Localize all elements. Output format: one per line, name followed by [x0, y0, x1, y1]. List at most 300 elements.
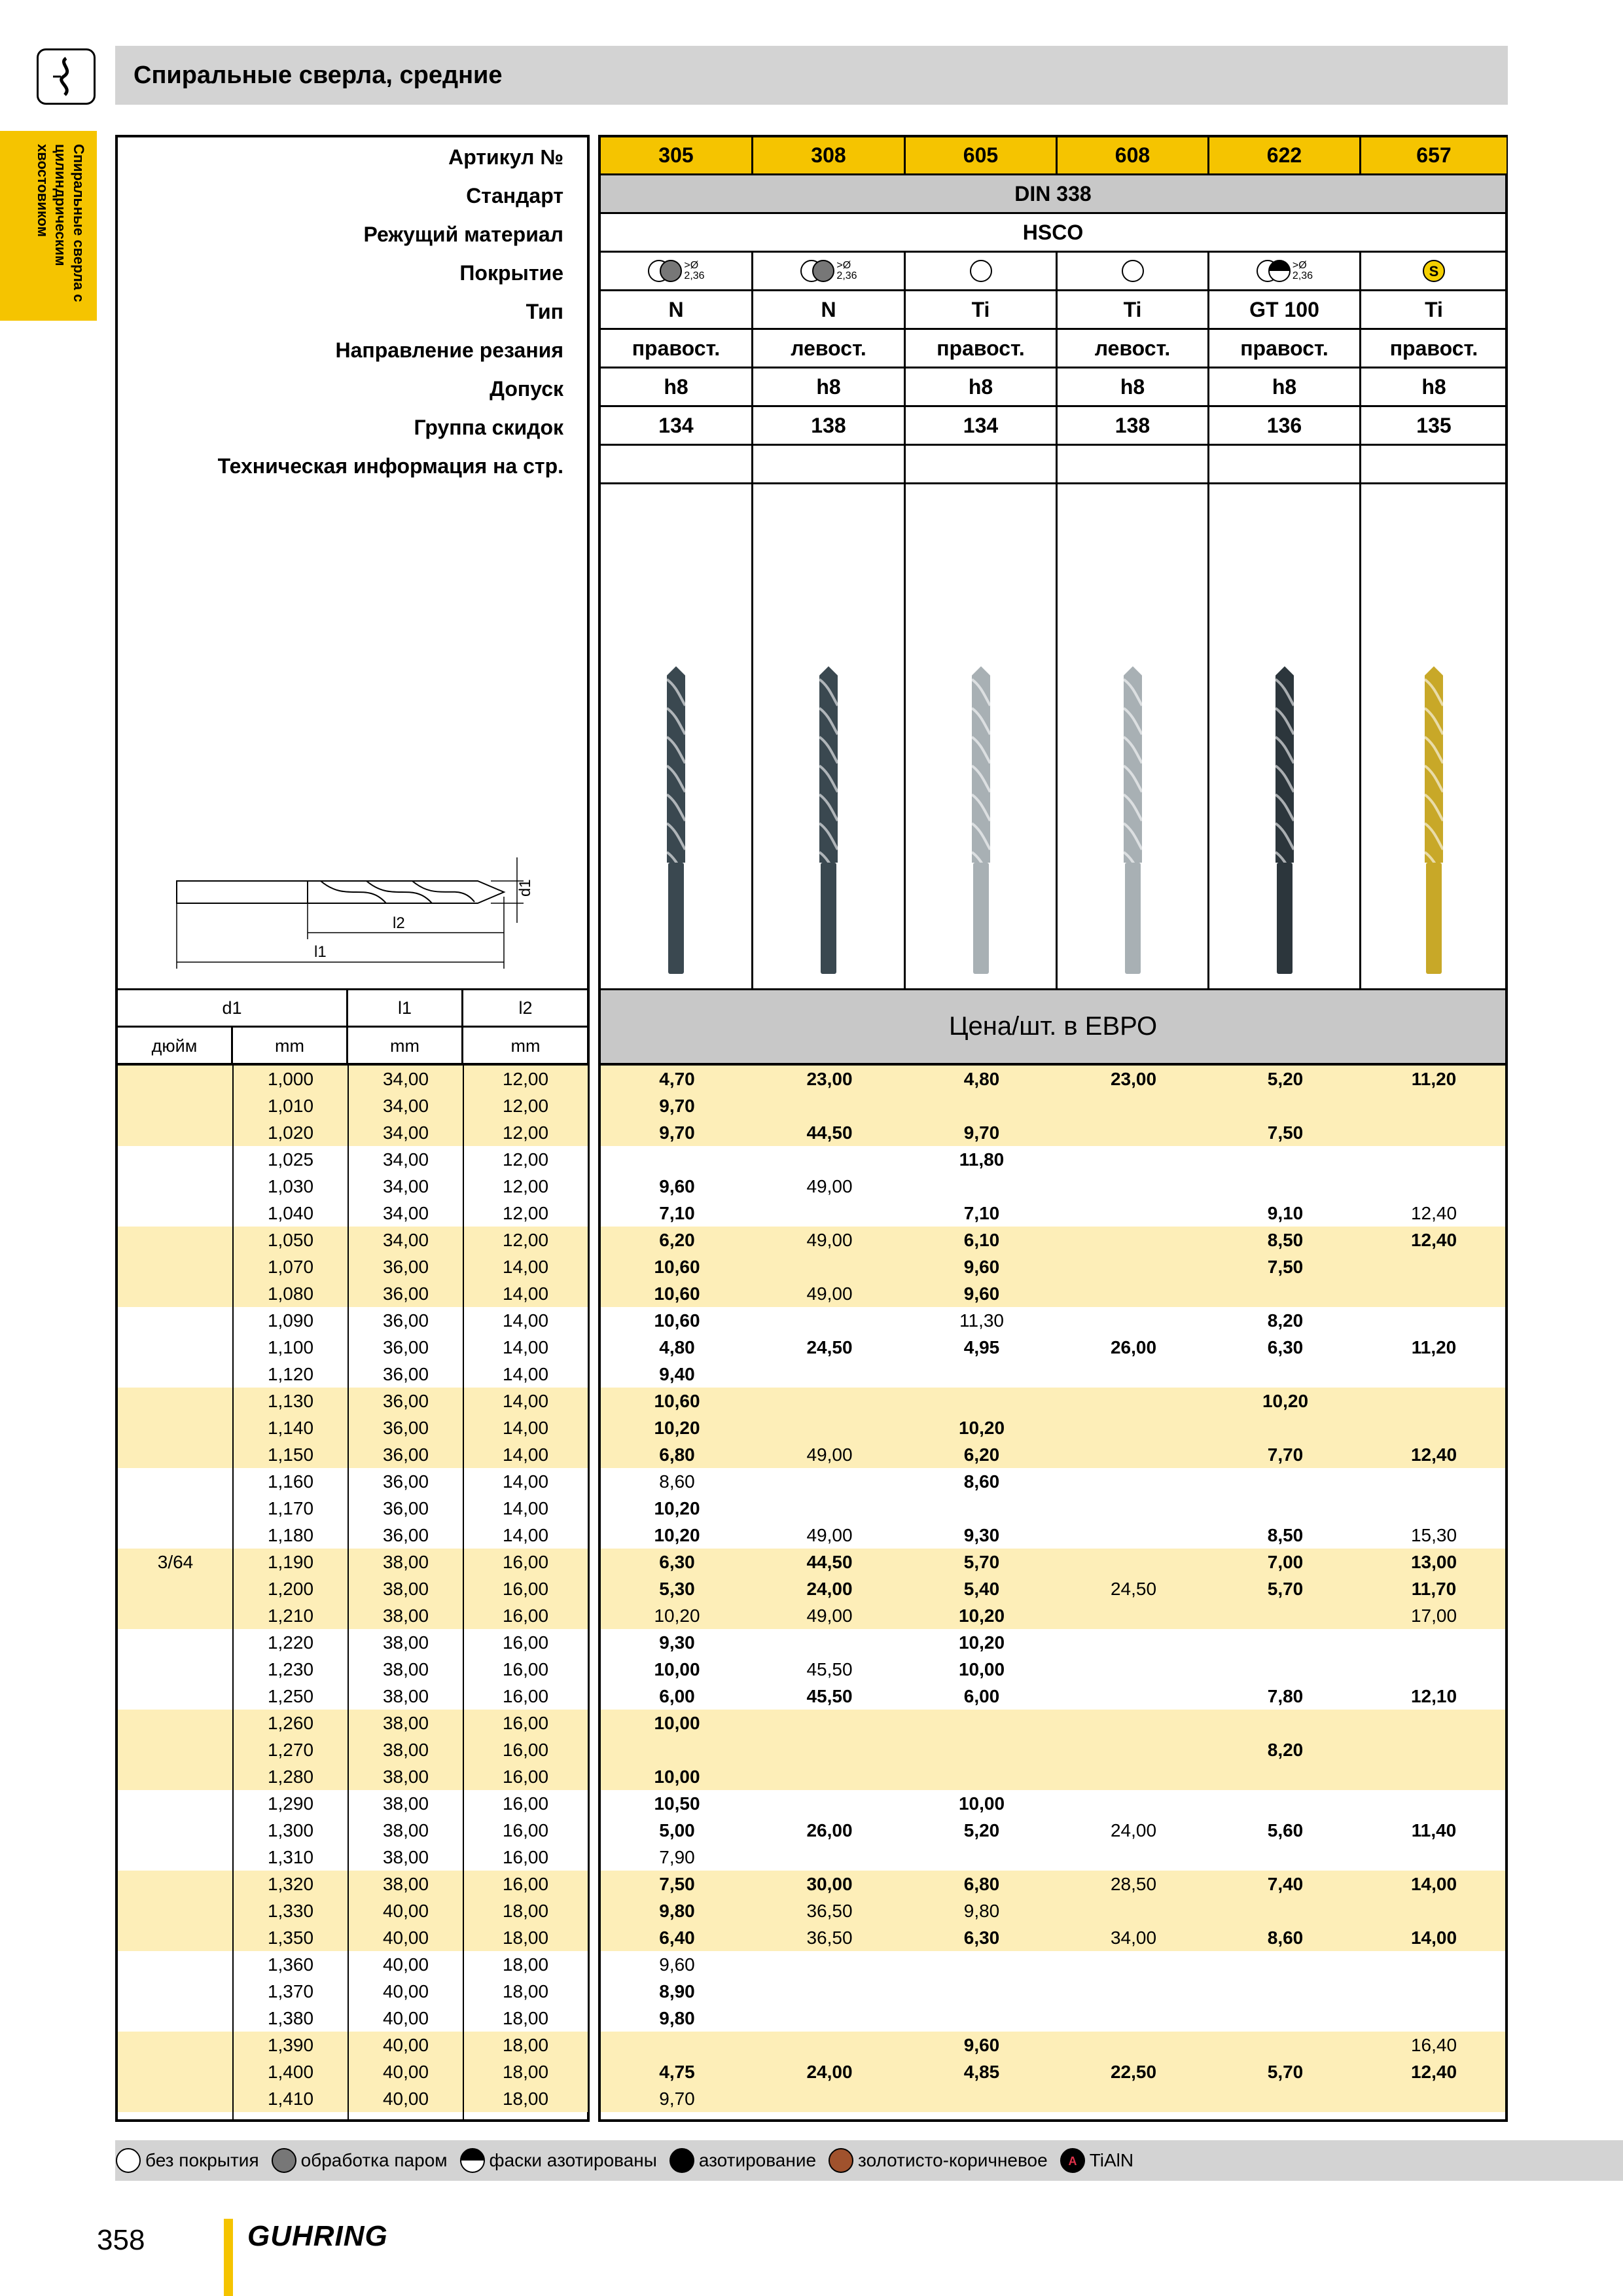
price-cell: 9,70 — [659, 1096, 695, 1116]
cell-d: 1,410 — [233, 2085, 348, 2112]
label-type: Тип — [526, 300, 563, 323]
cell-l2: 14,00 — [463, 1334, 588, 1361]
price-cell — [753, 1495, 906, 1522]
price-cell — [1361, 1253, 1507, 1280]
price-cell — [1209, 1173, 1361, 1200]
price-cell: 14,00 — [1410, 1928, 1457, 1948]
price-cell — [1361, 1763, 1507, 1790]
cell-l1: 36,00 — [348, 1522, 463, 1549]
coating-threshold-value: 2,36 — [684, 270, 705, 281]
cell-inch — [118, 2032, 233, 2058]
price-cell — [1209, 1414, 1361, 1441]
article-number-5: 657 — [1361, 137, 1507, 175]
table-row — [118, 1495, 587, 1522]
cell-inch — [118, 1924, 233, 1951]
cell-d: 1,250 — [233, 1683, 348, 1710]
coating-threshold — [836, 260, 857, 281]
cell-l2: 12,00 — [463, 1200, 588, 1227]
article-number-4: 622 — [1209, 137, 1361, 175]
price-cell — [1058, 1736, 1209, 1763]
table-row — [601, 1495, 1505, 1522]
table-row — [118, 1710, 587, 1736]
coating-symbol — [800, 259, 857, 283]
price-cell: 12,40 — [1410, 1444, 1457, 1465]
price-cell: 7,10 — [659, 1203, 695, 1223]
cell-d: 1,020 — [233, 1119, 348, 1146]
price-cell: 8,60 — [1267, 1928, 1304, 1948]
cell-l2: 16,00 — [463, 1710, 588, 1736]
price-cell — [753, 1763, 906, 1790]
drill-image-4 — [1209, 484, 1361, 988]
cell-d: 1,300 — [233, 1817, 348, 1844]
cell-l2: 14,00 — [463, 1441, 588, 1468]
table-row — [118, 1388, 587, 1414]
cell-inch — [118, 1468, 233, 1495]
nitrided-chamfer-icon — [459, 2147, 486, 2174]
price-cell — [753, 1388, 906, 1414]
price-cell — [1209, 1897, 1361, 1924]
nitrided-icon — [669, 2147, 695, 2174]
price-cell: 6,20 — [963, 1444, 1000, 1465]
cell-d: 1,310 — [233, 1844, 348, 1871]
table-row — [118, 1361, 587, 1388]
price-cell: 12,40 — [1410, 1203, 1457, 1223]
article-number-0: 305 — [601, 137, 753, 175]
cell-d: 1,025 — [233, 1146, 348, 1173]
legend-item — [1060, 2147, 1133, 2174]
drill-dimension-diagram — [170, 844, 537, 975]
cell-d: 1,280 — [233, 1763, 348, 1790]
cell-l1: 40,00 — [348, 2005, 463, 2032]
price-cell: 8,90 — [659, 1981, 695, 2001]
table-row — [601, 1710, 1505, 1736]
table-row — [601, 1307, 1505, 1334]
price-cell: 11,40 — [1411, 1820, 1457, 1840]
price-cell: 10,00 — [654, 1767, 700, 1787]
cell-inch — [118, 1978, 233, 2005]
cell-l1: 38,00 — [348, 1790, 463, 1817]
table-row — [601, 1200, 1505, 1227]
price-cell: 9,60 — [963, 1257, 1000, 1277]
column-divider — [348, 1066, 349, 2119]
table-row — [601, 1092, 1505, 1119]
price-cell — [1361, 2085, 1507, 2112]
cell-inch — [118, 1388, 233, 1414]
cell-d: 1,330 — [233, 1897, 348, 1924]
table-row — [118, 1736, 587, 1763]
price-cell: 9,80 — [963, 1901, 1000, 1921]
cell-l1: 36,00 — [348, 1253, 463, 1280]
price-cell: 10,20 — [958, 1632, 1005, 1653]
discount-3: 138 — [1058, 407, 1209, 446]
standard-value — [601, 175, 1505, 214]
price-cell: 5,40 — [963, 1579, 1000, 1599]
cell-inch — [118, 1951, 233, 1978]
price-cell — [1058, 1253, 1209, 1280]
price-cell: 11,20 — [1411, 1337, 1457, 1357]
cell-l2: 16,00 — [463, 1871, 588, 1897]
coating-threshold — [684, 260, 704, 281]
table-row — [118, 1307, 587, 1334]
brand-logo: GUHRING — [247, 2220, 388, 2252]
price-cell — [906, 1388, 1058, 1414]
table-row — [601, 1119, 1505, 1146]
price-cell — [1209, 1951, 1361, 1978]
cell-l1: 38,00 — [348, 1710, 463, 1736]
price-cell: 10,20 — [958, 1418, 1005, 1438]
steam-treated-icon — [271, 2147, 297, 2174]
cell-inch — [118, 1361, 233, 1388]
legend-label: золотисто-коричневое — [858, 2150, 1048, 2170]
price-cell: 23,00 — [1110, 1069, 1157, 1089]
page-number: 358 — [97, 2224, 145, 2256]
price-cell — [1058, 1683, 1209, 1710]
drill-image-3 — [1058, 484, 1209, 988]
cell-inch — [118, 1575, 233, 1602]
cell-inch — [118, 1871, 233, 1897]
price-cell — [1361, 1173, 1507, 1200]
cell-d: 1,290 — [233, 1790, 348, 1817]
price-cell: 9,30 — [963, 1525, 1000, 1545]
coating-symbol — [647, 259, 704, 283]
cell-l1: 40,00 — [348, 2032, 463, 2058]
cell-inch — [118, 1066, 233, 1092]
price-cell — [753, 1361, 906, 1388]
price-cell: 5,60 — [1267, 1820, 1304, 1840]
cell-l2: 14,00 — [463, 1522, 588, 1549]
cell-l1: 38,00 — [348, 1763, 463, 1790]
cell-l1: 36,00 — [348, 1334, 463, 1361]
cell-inch — [118, 1334, 233, 1361]
cell-d: 1,400 — [233, 2058, 348, 2085]
price-cell — [753, 1468, 906, 1495]
cell-d: 1,010 — [233, 1092, 348, 1119]
price-cell — [1209, 1763, 1361, 1790]
price-cell — [753, 1146, 906, 1173]
price-cell: 5,70 — [963, 1552, 1000, 1572]
price-cell — [1058, 1119, 1209, 1146]
coating-cell-4 — [1209, 253, 1361, 291]
price-cell: 26,00 — [1110, 1337, 1157, 1357]
cell-l2: 14,00 — [463, 1253, 588, 1280]
price-cell: 12,40 — [1410, 2062, 1457, 2082]
table-row — [118, 1227, 587, 1253]
price-cell — [1209, 1361, 1361, 1388]
discount-5: 135 — [1361, 407, 1507, 446]
cell-l2: 16,00 — [463, 1790, 588, 1817]
table-row — [118, 1334, 587, 1361]
price-cell — [1209, 1844, 1361, 1871]
coating-threshold-sign: >Ø — [684, 260, 699, 271]
price-cell — [1058, 2085, 1209, 2112]
cell-l1: 38,00 — [348, 1602, 463, 1629]
table-row — [601, 2085, 1505, 2112]
price-cell — [1058, 1361, 1209, 1388]
price-cell — [1058, 1227, 1209, 1253]
table-row — [601, 1683, 1505, 1710]
price-cell: 10,60 — [654, 1283, 700, 1304]
cell-inch — [118, 2085, 233, 2112]
table-row — [118, 1683, 587, 1710]
techinfo-0 — [601, 446, 753, 484]
price-cell: 5,70 — [1267, 1579, 1304, 1599]
tolerance-5: h8 — [1361, 368, 1507, 407]
direction-1: левост. — [753, 330, 906, 368]
twist-drill-icon — [968, 666, 994, 974]
price-cell — [601, 1736, 753, 1763]
table-row — [118, 1253, 587, 1280]
price-cell — [1361, 2005, 1507, 2032]
section-tab[interactable] — [0, 131, 97, 321]
price-cell: 9,70 — [659, 2089, 695, 2109]
header-l2-mm: mm — [510, 1036, 541, 1056]
table-row — [601, 1924, 1505, 1951]
cell-l1: 36,00 — [348, 1280, 463, 1307]
price-cell: 4,80 — [963, 1069, 1000, 1089]
cell-l2: 16,00 — [463, 1736, 588, 1763]
cell-inch — [118, 1683, 233, 1710]
diagram-l1: l1 — [314, 943, 327, 961]
direction-5: правост. — [1361, 330, 1507, 368]
tialn-icon — [1060, 2147, 1086, 2174]
price-cell: 9,60 — [659, 1954, 695, 1975]
cell-l1: 38,00 — [348, 1629, 463, 1656]
price-cell — [906, 2085, 1058, 2112]
price-cell: 49,00 — [806, 1283, 853, 1304]
cell-inch — [118, 1441, 233, 1468]
steam-treated-icon — [659, 259, 683, 283]
price-cell: 7,90 — [659, 1847, 695, 1867]
price-cell — [1209, 1146, 1361, 1173]
price-cell: 11,70 — [1411, 1579, 1457, 1599]
cell-l1: 36,00 — [348, 1441, 463, 1468]
price-cell: 4,70 — [659, 1069, 695, 1089]
cell-d: 1,320 — [233, 1871, 348, 1897]
price-cell — [1058, 1710, 1209, 1736]
label-material: Режущий материал — [363, 223, 563, 246]
cell-l1: 38,00 — [348, 1656, 463, 1683]
twist-drill-icon — [1120, 666, 1146, 974]
price-cell: 10,20 — [958, 1605, 1005, 1626]
price-cell — [1361, 1468, 1507, 1495]
table-row — [118, 1092, 587, 1119]
table-row — [601, 1280, 1505, 1307]
cell-l1: 38,00 — [348, 1683, 463, 1710]
price-cell — [1058, 1629, 1209, 1656]
price-cell: 8,50 — [1267, 1525, 1304, 1545]
diagram-l2: l2 — [393, 914, 405, 932]
cell-inch — [118, 1307, 233, 1334]
table-row — [601, 1066, 1505, 1092]
price-cell: 24,50 — [806, 1337, 853, 1357]
price-cell — [753, 2032, 906, 2058]
type-4: GT 100 — [1209, 291, 1361, 330]
cell-l1: 34,00 — [348, 1200, 463, 1227]
cell-l1: 40,00 — [348, 1897, 463, 1924]
uncoated-icon — [969, 259, 993, 283]
price-cell: 9,80 — [659, 1901, 695, 1921]
price-cell — [1058, 1200, 1209, 1227]
column-divider — [463, 1066, 464, 2119]
cell-l1: 34,00 — [348, 1173, 463, 1200]
page-title-text: Спиральные сверла, средние — [134, 61, 503, 89]
table-row — [601, 1736, 1505, 1763]
price-cell — [1361, 1736, 1507, 1763]
price-cell — [1361, 1951, 1507, 1978]
drill-image-0 — [601, 484, 753, 988]
table-row — [601, 2032, 1505, 2058]
table-row — [118, 1119, 587, 1146]
cell-l2: 16,00 — [463, 1549, 588, 1575]
cell-l2: 18,00 — [463, 1924, 588, 1951]
cell-l1: 36,00 — [348, 1495, 463, 1522]
cell-inch — [118, 1817, 233, 1844]
twist-drill-icon — [815, 666, 842, 974]
type-2: Ti — [906, 291, 1058, 330]
price-cell — [1058, 1951, 1209, 1978]
cell-inch — [118, 1495, 233, 1522]
price-cell — [1058, 1522, 1209, 1549]
cell-d: 1,120 — [233, 1361, 348, 1388]
table-row — [118, 1817, 587, 1844]
cell-l2: 14,00 — [463, 1361, 588, 1388]
price-cell — [1058, 1468, 1209, 1495]
price-cell — [1361, 1119, 1507, 1146]
cell-l1: 38,00 — [348, 1549, 463, 1575]
table-row — [601, 1146, 1505, 1173]
price-cell: 5,30 — [659, 1579, 695, 1599]
price-cell — [1058, 1441, 1209, 1468]
cell-inch — [118, 1602, 233, 1629]
price-cell: 7,00 — [1267, 1552, 1304, 1572]
price-cell — [906, 1951, 1058, 1978]
table-row — [601, 1441, 1505, 1468]
price-cell: 9,60 — [963, 2035, 1000, 2055]
price-cell: 9,70 — [659, 1122, 695, 1143]
price-cell — [1058, 1495, 1209, 1522]
cell-inch — [118, 1173, 233, 1200]
price-cell: 6,30 — [1267, 1337, 1304, 1357]
table-row — [601, 1656, 1505, 1683]
price-cell: 6,20 — [659, 1230, 695, 1250]
discount-2: 134 — [906, 407, 1058, 446]
price-cell: 8,50 — [1267, 1230, 1304, 1250]
steam-treated-icon — [812, 259, 835, 283]
price-table — [598, 1066, 1508, 2122]
legend-label: азотирование — [698, 2150, 817, 2170]
price-cell — [753, 1844, 906, 1871]
cell-inch — [118, 2005, 233, 2032]
price-cell — [1209, 1468, 1361, 1495]
cell-l1: 40,00 — [348, 2058, 463, 2085]
cell-d: 1,270 — [233, 1736, 348, 1763]
standard-text: DIN 338 — [1014, 181, 1092, 206]
cell-l2: 16,00 — [463, 1844, 588, 1871]
price-cell: 23,00 — [806, 1069, 853, 1089]
price-cell: 4,95 — [963, 1337, 1000, 1357]
price-header-text: Цена/шт. в ЕВРО — [948, 1012, 1158, 1041]
price-cell: 9,80 — [659, 2008, 695, 2028]
nitrided-chamfer-icon — [1268, 259, 1291, 283]
direction-0: правост. — [601, 330, 753, 368]
price-cell: 9,70 — [963, 1122, 1000, 1143]
table-row — [118, 2032, 587, 2058]
cell-d: 1,210 — [233, 1602, 348, 1629]
cell-inch — [118, 1656, 233, 1683]
legend-item — [828, 2147, 1048, 2174]
legend-label: обработка паром — [300, 2150, 448, 2170]
price-cell — [753, 2005, 906, 2032]
label-discount: Группа скидок — [414, 416, 563, 439]
cell-l1: 40,00 — [348, 1978, 463, 2005]
price-cell — [1058, 1092, 1209, 1119]
table-row — [118, 1441, 587, 1468]
cell-inch — [118, 1119, 233, 1146]
cell-l2: 12,00 — [463, 1119, 588, 1146]
label-article: Артикул № — [448, 145, 563, 169]
price-cell — [1209, 2085, 1361, 2112]
cell-l1: 34,00 — [348, 1146, 463, 1173]
dimensions-header — [115, 988, 590, 1066]
cell-d: 1,200 — [233, 1575, 348, 1602]
table-row — [601, 1951, 1505, 1978]
page-title — [115, 46, 1508, 105]
price-cell — [906, 1173, 1058, 1200]
price-cell: 8,60 — [659, 1471, 695, 1492]
price-cell — [1361, 1307, 1507, 1334]
discount-4: 136 — [1209, 407, 1361, 446]
cell-inch — [118, 1227, 233, 1253]
price-cell — [753, 1092, 906, 1119]
cell-l2: 14,00 — [463, 1388, 588, 1414]
price-cell — [1361, 1414, 1507, 1441]
article-number-1: 308 — [753, 137, 906, 175]
table-row — [601, 1549, 1505, 1575]
price-cell — [1361, 1897, 1507, 1924]
cell-inch — [118, 1146, 233, 1173]
price-cell: 24,00 — [1110, 1820, 1157, 1840]
cell-l2: 16,00 — [463, 1763, 588, 1790]
price-cell — [1058, 1790, 1209, 1817]
price-cell: 16,40 — [1410, 2035, 1457, 2055]
table-row — [601, 1227, 1505, 1253]
price-cell — [906, 1978, 1058, 2005]
type-0: N — [601, 291, 753, 330]
type-3: Ti — [1058, 291, 1209, 330]
cell-inch — [118, 1844, 233, 1871]
cell-inch — [118, 1414, 233, 1441]
price-cell: 4,85 — [963, 2062, 1000, 2082]
price-cell: 9,10 — [1267, 1203, 1304, 1223]
price-cell — [1361, 1495, 1507, 1522]
cell-l2: 18,00 — [463, 1951, 588, 1978]
price-cell: 36,50 — [806, 1928, 853, 1948]
price-cell — [1209, 1629, 1361, 1656]
price-cell: 49,00 — [806, 1525, 853, 1545]
spec-labels-panel — [115, 135, 590, 991]
uncoated-icon — [115, 2147, 141, 2174]
cell-d: 1,380 — [233, 2005, 348, 2032]
price-cell — [1058, 1307, 1209, 1334]
twist-drill-icon — [663, 666, 689, 974]
type-5: Ti — [1361, 291, 1507, 330]
cell-l2: 12,00 — [463, 1092, 588, 1119]
price-cell: 14,00 — [1410, 1874, 1457, 1894]
price-cell: 7,50 — [1267, 1257, 1304, 1277]
table-row — [118, 1146, 587, 1173]
product-spec-panel — [598, 135, 1508, 991]
price-cell: 10,00 — [958, 1659, 1005, 1679]
